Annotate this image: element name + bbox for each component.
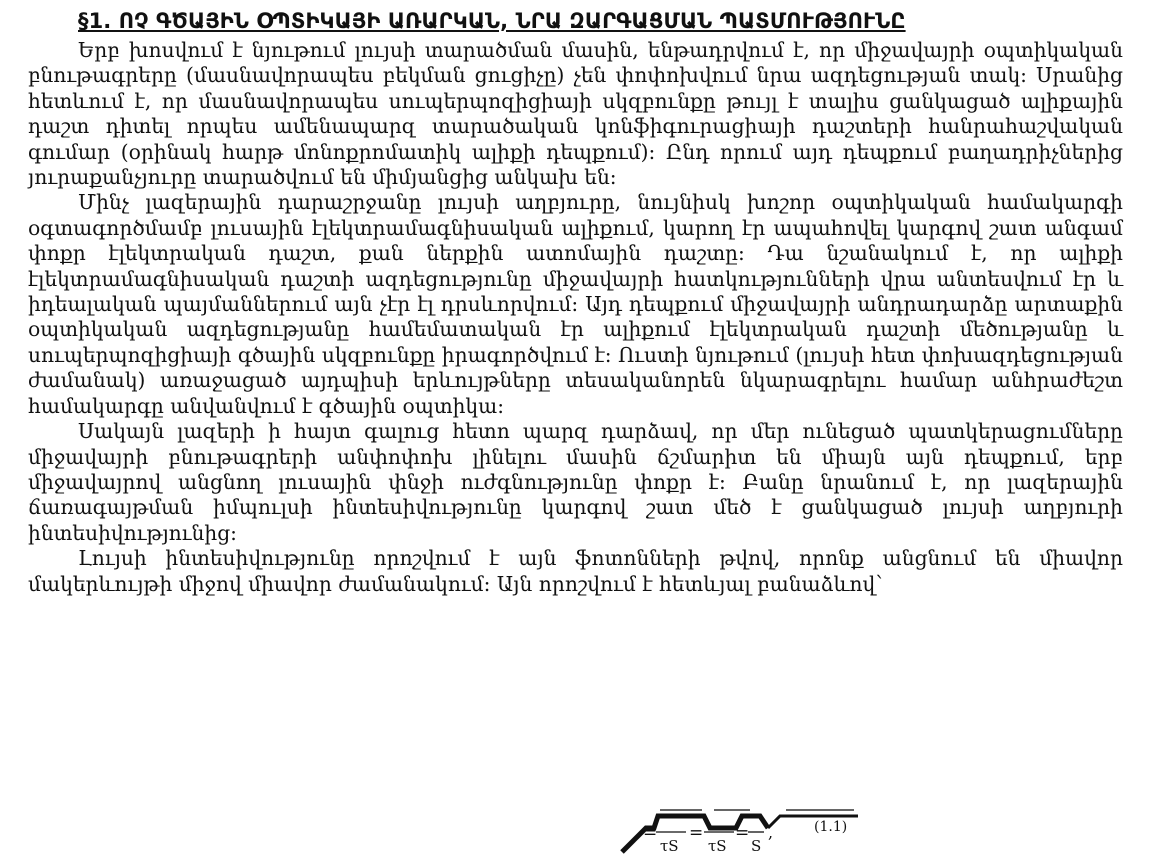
formula-graphic [618,798,868,858]
section-heading: §1. ՈՉ ԳԾԱՅԻՆ ՕՊՏԻԿԱՅԻ ԱՌԱՐԿԱՆ, ՆՐԱ ԶԱՐԳԱՑՄԱՆ ՊԱՏՄՈՒԹՅՈՒՆԸ [78,9,906,33]
paragraph-4: Լույսի ինտեսիվությունը որոշվում է այն ֆոտոնների թվով, որոնք անցնում են միավոր մակերևույթի միջով միավոր ժամանակում: Այն որոշվում է հետևյալ բանաձևով` [28,546,1123,596]
equation-number: (1.1) [814,819,848,835]
formula-comma: , [768,823,774,842]
denominator-2: τS [708,837,727,855]
paragraph-2: Մինչ լազերային դարաշրջանը լույսի աղբյուրը, նույնիսկ խոշոր օպտիկական համակարգի օգտագործմամբ լուսային էլեկտրամագնիսական ալիքում, կարող էր ապահովել կարգով շատ անգամ փոքր էլեկտրական դաշտ, քան ներքին ատոմային դաշտը: Դա նշանակում է, որ ալիքի էլեկտրամագնիսական դաշտի ազդեցությունը միջավայրի հատկությունների վրա անտեսվում էր և իդեալական պայմաններում այն չէր էլ դրսևորվում: Այդ դեպքում միջավայրի անդրադարձը արտաքին օպտիկական ազդեցությանը համեմատական էր ալիքում էլեկտրական դաշտի մեծությանը և սուպերպոզիցիայի գծային սկզբունքը իրագործվում է: Ուստի նյութում (լույսի հետ փոխազդեցության ժամանակ) առաջացած այդպիսի երևույթները տեսականորեն նկարագրելու համար անհրաժեշտ համակարգը անվանվում է գծային օպտիկա: [28,190,1123,418]
denominator-3: S [751,837,762,855]
equals-sign-2: = [689,823,704,843]
equals-sign-3: = [735,823,750,843]
body-text [28,38,1123,597]
paragraph-1: Երբ խոսվում է նյութում լույսի տարածման մասին, ենթադրվում է, որ միջավայրի օպտիկական բնութագրերը (մասնավորապես բեկման ցուցիչը) չեն փոփոխվում նրա ազդեցության տակ: Սրանից հետևում է, որ մասնավորապես սուպերպոզիցիայի սկզբունքը թույլ է տալիս ցանկացած ալիքային դաշտ դիտել որպես ամենապարզ տարածական կոնֆիգուրացիայի դաշտերի հանրահաշվական գումար (օրինակ հարթ մոնոքրոմատիկ ալիքի դեպքում): Ընդ որում այդ դեպքում բաղադրիչներից յուրաքանչյուրը տարածվում են միմյանցից անկախ են: [28,38,1123,190]
formula-1-1 [618,798,868,858]
denominator-1: τS [660,837,679,855]
equals-sign-1: = [643,823,658,843]
paragraph-3: Սակայն լազերի ի հայտ գալուց հետո պարզ դարձավ, որ մեր ունեցած պատկերացումները միջավայրի բնութագրերի անփոփոխ լինելու մասին ճշմարիտ են միայն այն դեպքում, երբ միջավայրով անցնող լուսային փնջի ուժգնությունը փոքր է: Բանը նրանում է, որ լազերային ճառագայթման իմպուլսի ինտեսիվությունը կարգով շատ մեծ է ցանկացած լույսի աղբյուրի ինտեսիվությունից: [28,419,1123,545]
